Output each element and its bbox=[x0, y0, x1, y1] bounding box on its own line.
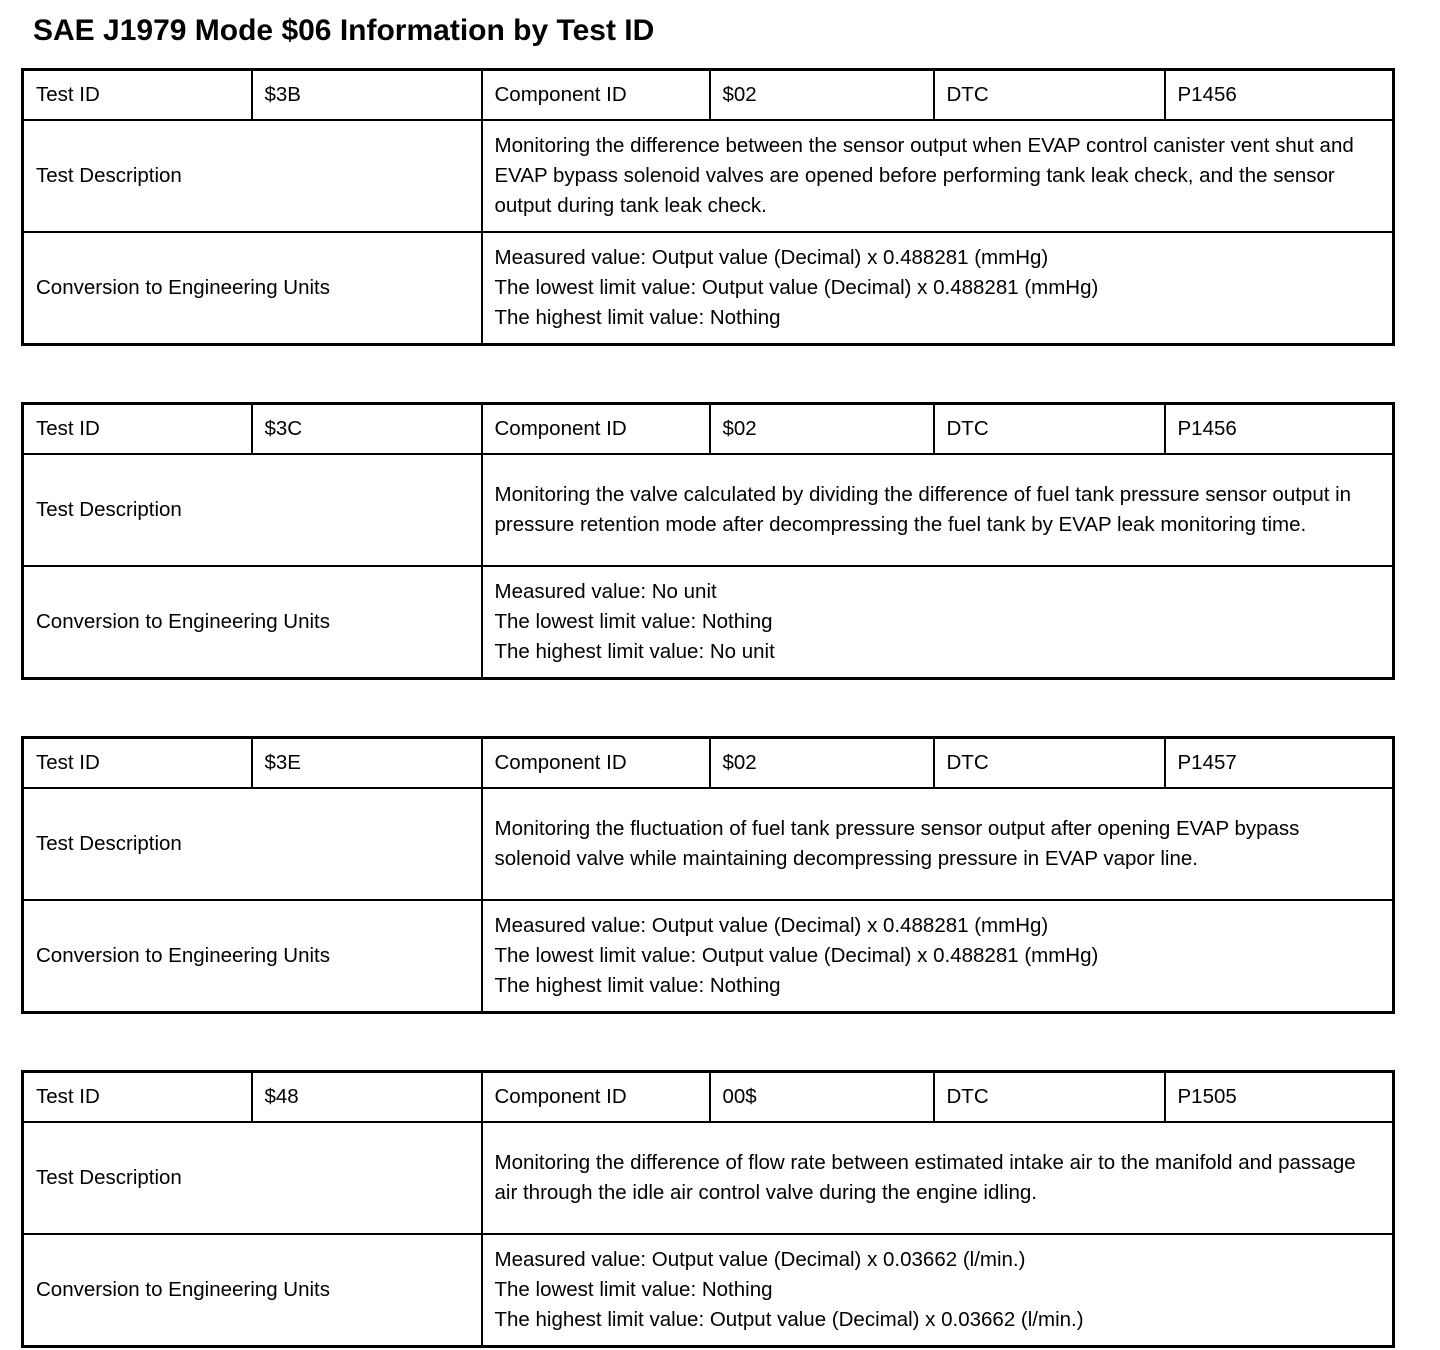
conversion-line: Measured value: Output value (Decimal) x 0.03662 (l/min.) bbox=[494, 1248, 1026, 1271]
conversion-row bbox=[23, 1234, 1394, 1347]
test-description-text: Monitoring the valve calculated by dividing the difference of fuel tank pressure sensor output in pressure retention mode after decompressing the fuel tank by EVAP leak monitoring time. bbox=[482, 454, 1394, 566]
test-id-label: Test ID bbox=[23, 738, 252, 789]
test-description-text: Monitoring the difference between the sensor output when EVAP control canister vent shut and EVAP bypass solenoid valves are opened before performing tank leak check, and the sensor output during tank leak check. bbox=[482, 120, 1394, 232]
conversion-row bbox=[23, 900, 1394, 1013]
conversion-line: The highest limit value: Nothing bbox=[494, 974, 781, 997]
component-id-label: Component ID bbox=[482, 70, 710, 121]
description-row bbox=[23, 120, 1394, 232]
conversion-line: The lowest limit value: Output value (Decimal) x 0.488281 (mmHg) bbox=[494, 276, 1099, 299]
conversion-line: The highest limit value: No unit bbox=[494, 640, 775, 663]
component-id-label: Component ID bbox=[482, 404, 710, 455]
dtc-value: P1457 bbox=[1165, 738, 1394, 789]
component-id-value: $02 bbox=[710, 404, 934, 455]
conversion-label: Conversion to Engineering Units bbox=[23, 566, 482, 679]
conversion-text bbox=[482, 232, 1394, 345]
test-description-label: Test Description bbox=[23, 1122, 482, 1234]
test-info-table-3b bbox=[21, 68, 1395, 346]
component-id-label: Component ID bbox=[482, 738, 710, 789]
conversion-line: The highest limit value: Output value (Decimal) x 0.03662 (l/min.) bbox=[494, 1308, 1084, 1331]
dtc-label: DTC bbox=[934, 738, 1165, 789]
conversion-line: The lowest limit value: Nothing bbox=[494, 610, 773, 633]
conversion-label: Conversion to Engineering Units bbox=[23, 900, 482, 1013]
dtc-value: P1456 bbox=[1165, 404, 1394, 455]
conversion-label: Conversion to Engineering Units bbox=[23, 232, 482, 345]
component-id-label: Component ID bbox=[482, 1072, 710, 1123]
test-id-label: Test ID bbox=[23, 70, 252, 121]
conversion-text bbox=[482, 1234, 1394, 1347]
test-info-table-3c bbox=[21, 402, 1395, 680]
test-id-value: $48 bbox=[252, 1072, 482, 1123]
test-id-value: $3C bbox=[252, 404, 482, 455]
dtc-label: DTC bbox=[934, 70, 1165, 121]
test-id-label: Test ID bbox=[23, 1072, 252, 1123]
conversion-line: Measured value: No unit bbox=[494, 580, 717, 603]
dtc-label: DTC bbox=[934, 404, 1165, 455]
description-row bbox=[23, 788, 1394, 900]
conversion-label: Conversion to Engineering Units bbox=[23, 1234, 482, 1347]
description-row bbox=[23, 454, 1394, 566]
table-header-row bbox=[23, 404, 1394, 455]
conversion-text bbox=[482, 900, 1394, 1013]
test-info-table-3e bbox=[21, 736, 1395, 1014]
conversion-row bbox=[23, 232, 1394, 345]
dtc-value: P1505 bbox=[1165, 1072, 1394, 1123]
table-header-row bbox=[23, 1072, 1394, 1123]
test-description-label: Test Description bbox=[23, 788, 482, 900]
conversion-line: Measured value: Output value (Decimal) x 0.488281 (mmHg) bbox=[494, 914, 1049, 937]
component-id-value: $02 bbox=[710, 738, 934, 789]
conversion-line: The lowest limit value: Output value (Decimal) x 0.488281 (mmHg) bbox=[494, 944, 1099, 967]
conversion-row bbox=[23, 566, 1394, 679]
test-id-label: Test ID bbox=[23, 404, 252, 455]
component-id-value: 00$ bbox=[710, 1072, 934, 1123]
test-description-label: Test Description bbox=[23, 454, 482, 566]
conversion-line: The highest limit value: Nothing bbox=[494, 306, 781, 329]
description-row bbox=[23, 1122, 1394, 1234]
test-id-value: $3B bbox=[252, 70, 482, 121]
test-description-text: Monitoring the difference of flow rate between estimated intake air to the manifold and passage air through the idle air control valve during the engine idling. bbox=[482, 1122, 1394, 1234]
dtc-value: P1456 bbox=[1165, 70, 1394, 121]
table-header-row bbox=[23, 738, 1394, 789]
conversion-line: The lowest limit value: Nothing bbox=[494, 1278, 773, 1301]
test-info-table-48 bbox=[21, 1070, 1395, 1348]
page-title: SAE J1979 Mode $06 Information by Test ID bbox=[33, 14, 655, 47]
test-description-text: Monitoring the fluctuation of fuel tank pressure sensor output after opening EVAP bypass solenoid valve while maintaining decompressing pressure in EVAP vapor line. bbox=[482, 788, 1394, 900]
test-id-value: $3E bbox=[252, 738, 482, 789]
conversion-text bbox=[482, 566, 1394, 679]
table-header-row bbox=[23, 70, 1394, 121]
dtc-label: DTC bbox=[934, 1072, 1165, 1123]
test-description-label: Test Description bbox=[23, 120, 482, 232]
conversion-line: Measured value: Output value (Decimal) x 0.488281 (mmHg) bbox=[494, 246, 1049, 269]
component-id-value: $02 bbox=[710, 70, 934, 121]
